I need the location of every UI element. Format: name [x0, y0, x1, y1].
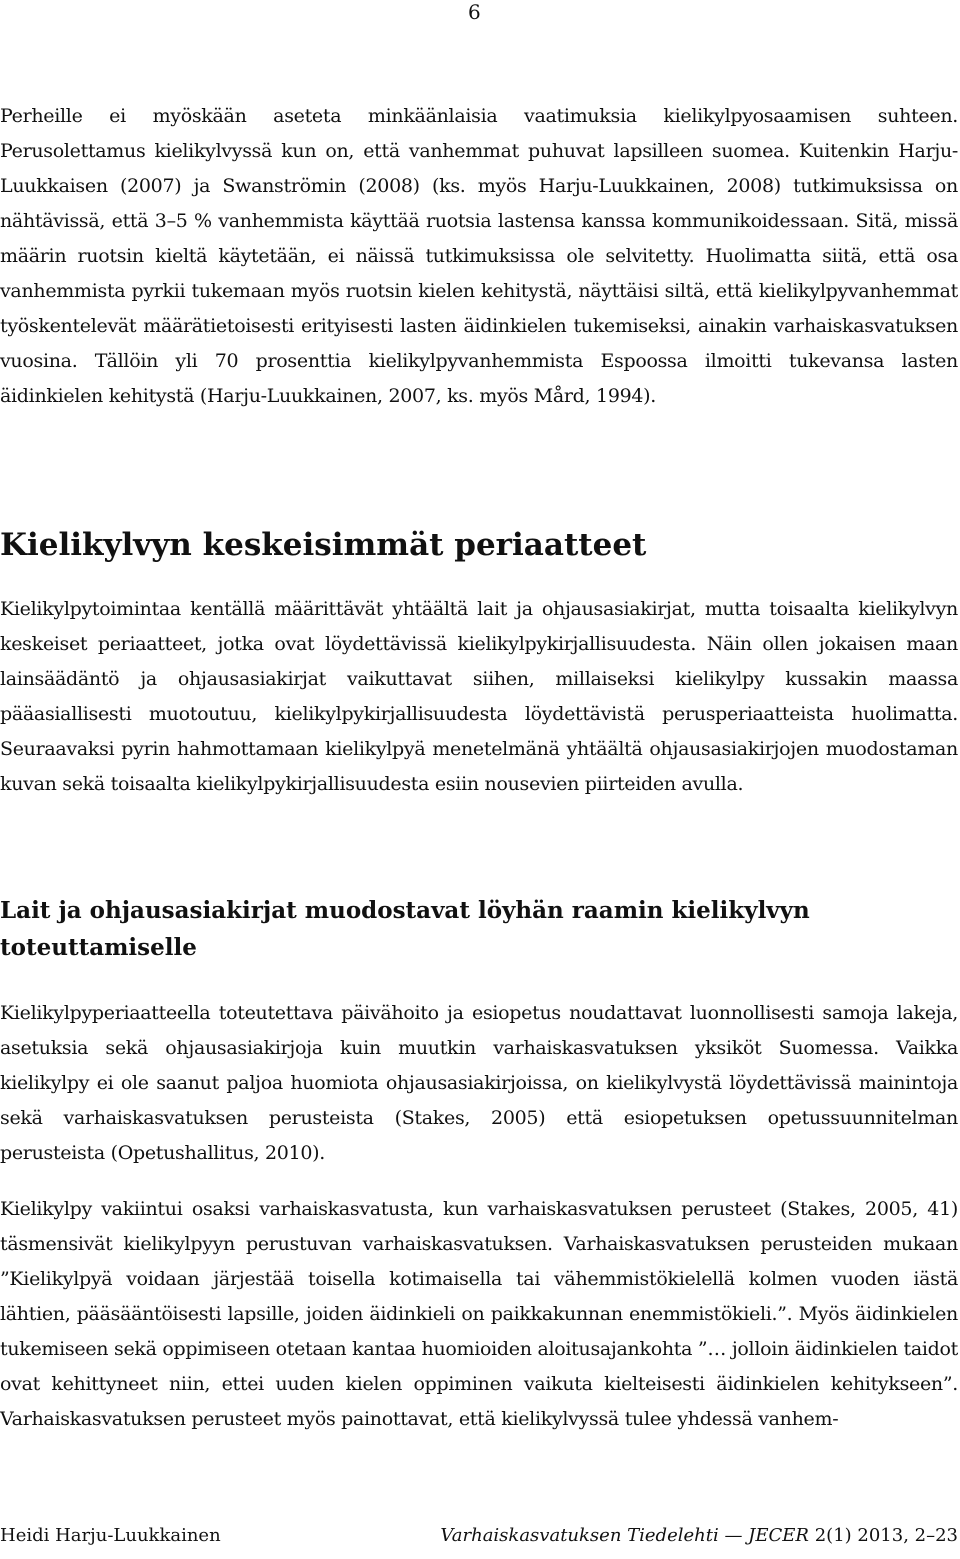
paragraph-principles-intro: Kielikylpytoimintaa kentällä määrittävät yhtäältä lait ja ohjausasiakirjat, mutta toisaalta kielikylvyn keskeiset periaatteet, jotka ovat löydettävissä kielikylpykirjallisuudesta. Näin ollen jokaisen maan lainsäädäntö ja ohjausasiakirjat vaikuttavat siihen, millaiseksi kielikylpy kussakin maassa pääasiallisesti muotoutuu, kielikylpykirjallisuudesta löydettävistä perusperiaatteista huolimatta. Seuraavaksi pyrin hahmottamaan kielikylpyä menetelmänä yhtäältä ohjausasiakirjojen muodostaman kuvan sekä toisaalta kielikylpykirjallisuudesta esiin nousevien piirteiden avulla.: [0, 598, 958, 795]
footer-journal-info: [440, 1521, 958, 1551]
subsection-heading-laws: Lait ja ohjausasiakirjat muodostavat löyhän raamin kielikylvyn toteuttamiselle: [0, 897, 810, 961]
page-number: 6: [468, 0, 481, 24]
paragraph-laws-documents: Kielikylpyperiaatteella toteutettava päivähoito ja esiopetus noudattavat luonnollisesti samoja lakeja, asetuksia sekä ohjausasiakirjoja kuin muutkin varhaiskasvatuksen yksiköt Suomessa. Vaikka kielikylpy ei ole saanut paljoa huomiota ohjausasiakirjoissa, on kielikylvystä löydettävissä mainintoja sekä varhaiskasvatuksen perusteista (Stakes, 2005) että esiopetuksen opetussuunnitelman perusteista (Opetushallitus, 2010).: [0, 1002, 958, 1164]
paragraph-early-education: Kielikylpy vakiintui osaksi varhaiskasvatusta, kun varhaiskasvatuksen perusteet (Stakes, 2005, 41) täsmensivät kielikylpyyn perustuvan varhaiskasvatuksen. Varhaiskasvatuksen perusteiden mukaan ”Kielikylpyä voidaan järjestää toisella kotimaisella tai vähemmistökielellä kolmen vuoden iästä lähtien, pääsääntöisesti lapsille, joiden äidinkieli on paikkakunnan enemmistökieli.”. Myös äidinkielen tukemiseen sekä oppimiseen otetaan kantaa huomioiden aloitusajankohta ”… jolloin äidinkielen taidot ovat kehittyneet niin, ettei uuden kielen oppiminen vaikuta kielteisesti äidinkielen kehitykseen”. Varhaiskasvatuksen perusteet myös painottavat, että kielikylvyssä tulee yhdessä vanhem-: [0, 1198, 958, 1430]
footer-author: Heidi Harju-Luukkainen: [0, 1525, 221, 1546]
paragraph-family-language: Perheille ei myöskään aseteta minkäänlaisia vaatimuksia kielikylpyosaamisen suhteen. Perusolettamus kielikylvyssä kun on, että vanhemmat puhuvat lapsilleen suomea. Kuitenkin Harju-Luukkaisen (2007) ja Swanströmin (2008) (ks. myös Harju-Luukkainen, 2008) tutkimuksissa on nähtävissä, että 3–5 % vanhemmista käyttää ruotsia lastensa kanssa kommunikoidessaan. Sitä, missä määrin ruotsin kieltä käytetään, ei näissä tutkimuksissa ole selvitetty. Huolimatta siitä, että osa vanhemmista pyrkii tukemaan myös ruotsin kielen kehitystä, näyttäisi siltä, että kielikylpyvanhemmat työskentelevät määrätietoisesti erityisesti lasten äidinkielen tukemiseksi, ainakin varhaiskasvatuksen vuosina. Tällöin yli 70 prosenttia kielikylpyvanhemmista Espoossa ilmoitti tukevansa lasten äidinkielen kehitystä (Harju-Luukkainen, 2007, ks. myös Mård, 1994).: [0, 105, 958, 407]
footer-citation: 2(1) 2013, 2–23: [814, 1525, 958, 1546]
footer-journal-name: Varhaiskasvatuksen Tiedelehti — JECER: [440, 1525, 809, 1546]
section-heading-principles: Kielikylvyn keskeisimmät periaatteet: [0, 527, 647, 563]
